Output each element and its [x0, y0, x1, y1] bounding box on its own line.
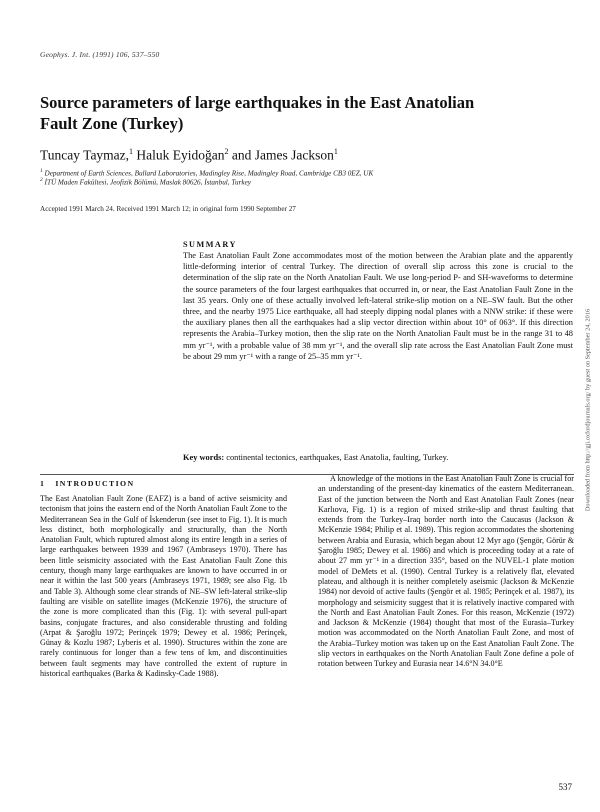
keywords-line: [183, 453, 575, 462]
body-column-left: The East Anatolian Fault Zone (EAFZ) is a band of active seismicity and tectonism that joins the eastern end of the North Anatolian Fault Zone to the Mediterranean Sea in the Gulf of İskenderun (see inset to Fig. 1). It is much less distinct, both morphologically and structurally, than the North Anatolian Fault, which ruptured almost along its entire length in a series of large earthquakes between 1939 and 1967 (Ambraseys 1970). There has been little seismicity associated with the East Anatolian Fault Zone this century, though many large earthquakes are known to have occurred in or near it within the last 500 years (Ambraseys 1971, 1989; see also Fig. 1b and Table 3). Although some clear strands of NE–SW left-lateral strike-slip faulting are visible on satellite images (McKenzie 1976), the structure of the zone is more complicated than this (Fig. 1): with several pull-apart basins, conjugate fractures, and also considerable thrusting and folding (Arpat & Şaroğlu 1972; Perinçek 1979; Dewey et al. 1986; Perinçek, Günay & Kozlu 1987; Lyberis et al. 1990). Structures within the zone are rarely continuous for longer than a few tens of km, and discontinuities between fault segments may have controlled the extent of rupture in historical earthquakes (Barka & Kadinsky-Cade 1988).: [40, 494, 287, 679]
affiliation-text: İTÜ Maden Fakültesi, Jeofizik Bölümü, Maslak 80626, İstanbul, Turkey: [42, 178, 251, 187]
download-watermark: Downloaded from http://gji.oxfordjournals.org/ by guest on September 24, 2016: [584, 308, 592, 512]
affiliation-mark: 2: [40, 177, 43, 183]
section-number: 1: [40, 479, 46, 488]
author-affil-mark: 1: [333, 147, 338, 156]
body-column-right: A knowledge of the motions in the East Anatolian Fault Zone is crucial for an understanding of the present-day kinematics of the eastern Mediterranean. East of the junction between the North and East Anatolian Fault Zones (near Karlıova, Fig. 1) is a region of mixed strike-slip and thrust faulting that extends from the Turkey–Iraq border north into the Caucasus (Jackson & McKenzie 1984; Philip et al. 1989). This region accommodates the shortening between Arabia and Eurasia, which began about 12 Myr ago (Şengör, Görür & Şaroğlu 1985; Dewey et al. 1986) and which is proceeding today at a rate of about 27 mm yr⁻¹ in a direction 335°, based on the NUVEL-1 plate motion model of DeMets et al. (1990). Central Turkey is a relatively flat, elevated plateau, and although it is neither completely aseismic (Jackson & McKenzie 1984) nor devoid of active faults (Şengör et al. 1985; Perinçek et al. 1987), its morphology and seismicity suggest that it is relatively inactive compared with the North and East Anatolian Fault Zones. For this reason, McKenzie (1972) and Jackson & McKenzie (1984) thought that most of the Eurasia–Turkey motion was accommodated on the North Anatolian Fault Zone, and most of the Arabia–Turkey motion was taken up on the East Anatolian Fault Zone. The slip vectors in earthquakes on the North Anatolian Fault Zone define a pole of rotation between Turkey and Eurasia near 14.6°N 34.0°E: [318, 474, 574, 669]
affiliation-text: Department of Earth Sciences, Bullard Laboratories, Madingley Rise, Madingley Road, Cambridge CB3 0EZ, UK: [42, 169, 374, 178]
journal-citation: Geophys. J. Int. (1991) 106, 537–550: [40, 50, 160, 59]
page-number: 537: [558, 782, 572, 792]
publication-dates: Accepted 1991 March 24. Received 1991 March 12; in original form 1990 September 27: [40, 205, 296, 213]
section-title: INTRODUCTION: [55, 479, 135, 488]
keywords-text: continental tectonics, earthquakes, East Anatolia, faulting, Turkey.: [224, 453, 449, 462]
affiliation-1: [40, 168, 373, 177]
author-name: Haluk Eyidoğan: [133, 147, 225, 163]
summary-text: The East Anatolian Fault Zone accommodates most of the motion between the Arabian plate and the apparently little-deforming interior of central Turkey. The direction of overall slip across this zone is crucial to the determination of the slip rate on the North Anatolian Fault. We use long-period P- and SH-waveforms to determine the source parameters of the four largest earthquakes that occurred in, or near, the East Anatolian Fault Zone in the last 35 years. Only one of these actually involved left-lateral strike-slip motion on a NE–SW fault. But the other three, and the nearby 1975 Lice earthquake, all had steeply dipping nodal planes with a NNW strike: if these were the auxiliary planes then all the earthquakes had a slip vector direction within about 10° of 063°. If this direction represents the Arabia–Turkey motion, then the slip rate on the North Anatolian Fault must be in the range 31 to 48 mm yr⁻¹, with a probable value of 38 mm yr⁻¹, and the overall slip rate across the East Anatolian Fault Zone must be about 29 mm yr⁻¹ with a range of 25–35 mm yr⁻¹.: [183, 251, 573, 361]
author-affil-mark: 2: [224, 147, 229, 156]
keywords-label: Key words:: [183, 453, 225, 462]
paper-title: Source parameters of large earthquakes in the East Anatolian Fault Zone (Turkey): [40, 93, 475, 133]
author-name: and James Jackson: [228, 147, 334, 163]
summary-heading: SUMMARY: [183, 240, 237, 249]
section-heading: [40, 479, 135, 488]
author-list: [40, 147, 338, 164]
affiliation-2: [40, 177, 251, 186]
author-name: Tuncay Taymaz,: [40, 147, 130, 163]
author-affil-mark: 1: [129, 147, 134, 156]
affiliation-mark: 1: [40, 168, 43, 174]
